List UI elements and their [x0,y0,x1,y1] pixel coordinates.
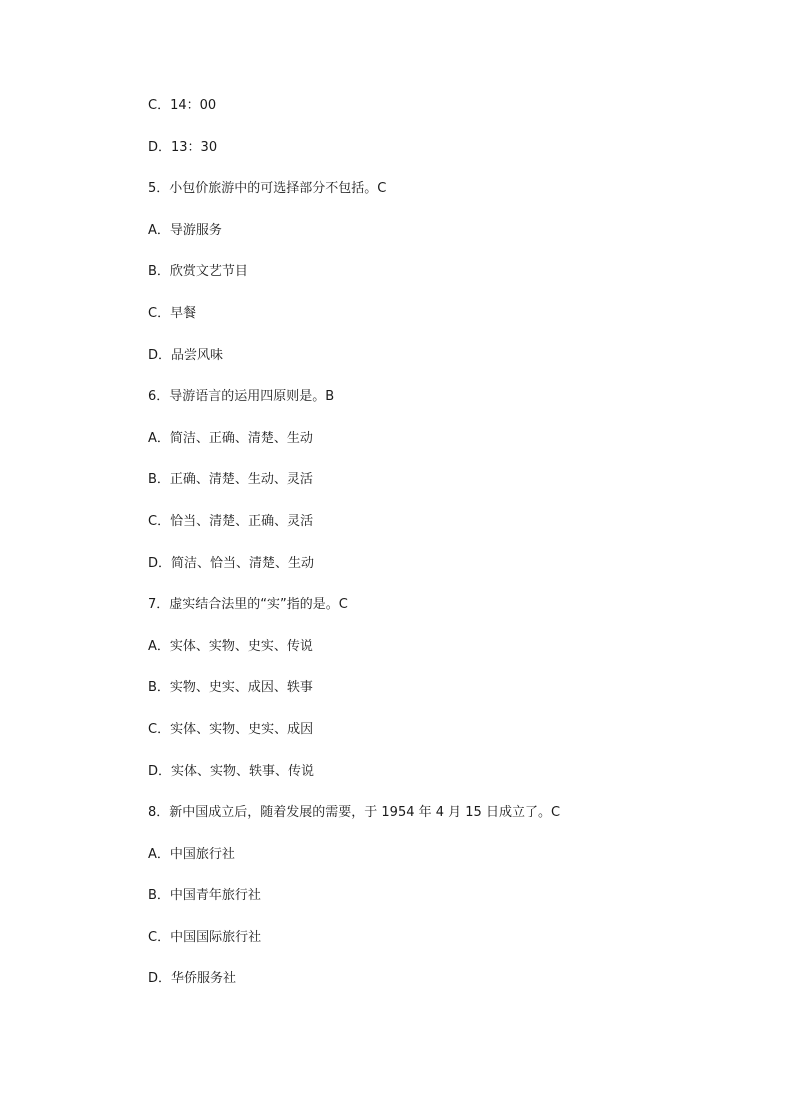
question-7-option-d: D．实体、实物、轶事、传说 [148,763,315,779]
option-d-time-1330: D．13：30 [148,139,218,155]
question-5-option-d: D．品尝风味 [148,347,224,363]
option-c-time-1400: C．14：00 [148,98,217,113]
question-5-option-a: A．导游服务 [148,222,222,238]
question-6-option-a: A．简洁、正确、清楚、生动 [148,430,313,446]
question-8-option-d: D．华侨服务社 [148,971,237,987]
question-7-option-a: A．实体、实物、史实、传说 [148,638,313,654]
document-page [148,96,748,1011]
question-7-option-b: B．实物、史实、成因、轶事 [148,680,313,696]
question-7: 7．虚实结合法里的“实”指的是。C [148,597,348,613]
question-5: 5．小包价旅游中的可选择部分不包括。C [148,181,387,197]
question-8-option-a: A．中国旅行社 [148,846,235,862]
question-8: 8．新中国成立后，随着发展的需要，于 1954 年 4 月 15 日成立了。C [148,805,561,821]
question-5-option-b: B．欣赏文艺节目 [148,264,248,280]
question-6-option-b: B．正确、清楚、生动、灵活 [148,472,313,488]
question-8-option-b: B．中国青年旅行社 [148,888,261,904]
question-6-option-d: D．简洁、恰当、清楚、生动 [148,555,315,571]
question-5-option-c: C．早餐 [148,305,197,321]
question-6-option-c: C．恰当、清楚、正确、灵活 [148,513,314,529]
question-8-option-c: C．中国国际旅行社 [148,929,262,945]
question-6: 6．导游语言的运用四原则是。B [148,389,335,405]
question-7-option-c: C．实体、实物、史实、成因 [148,721,314,737]
